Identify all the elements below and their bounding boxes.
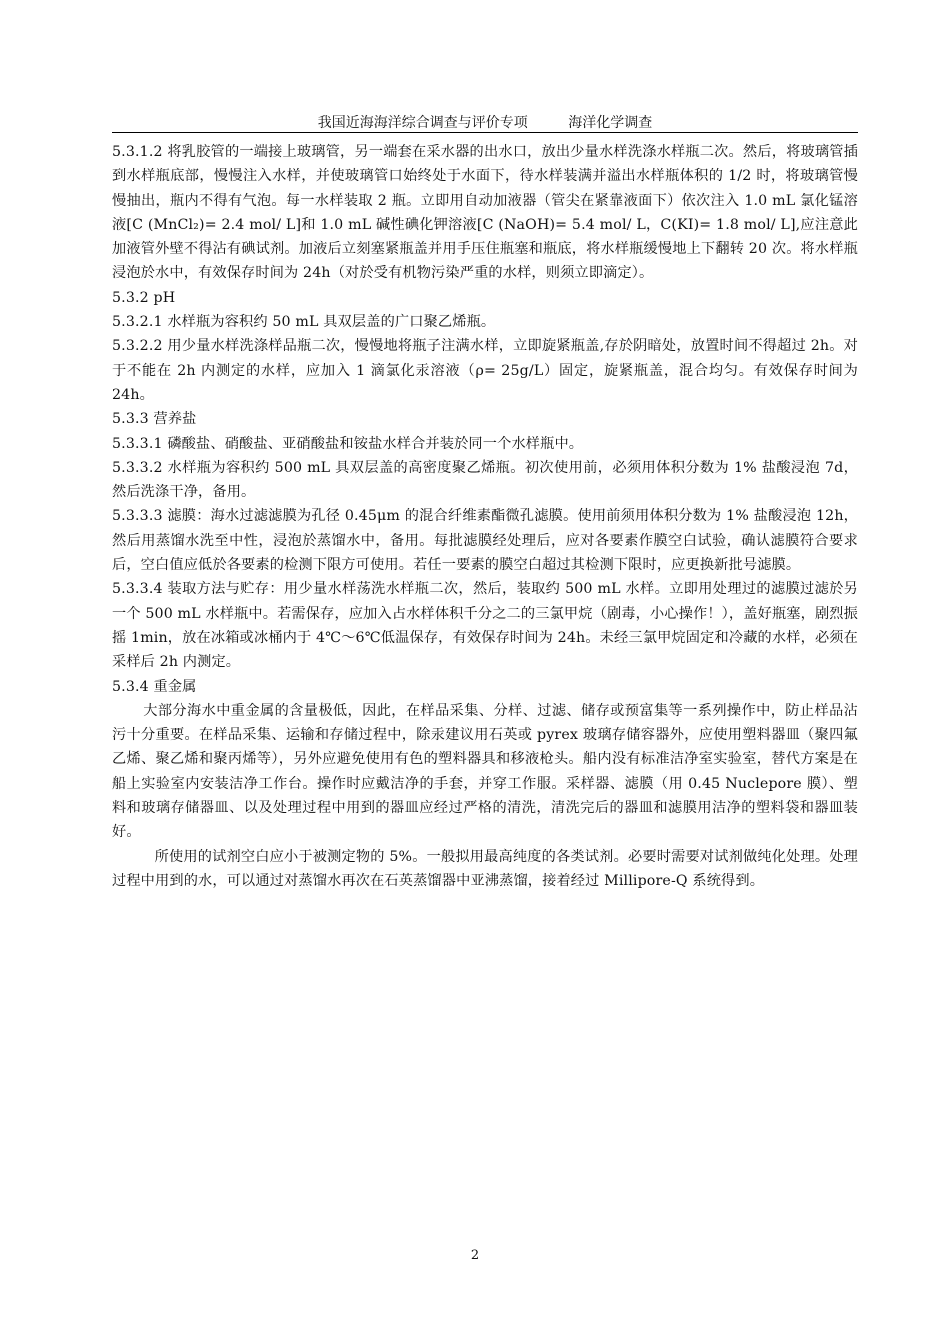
- paragraph-5-3-2-2: 5.3.2.2 用少量水样洗涤样品瓶二次，慢慢地将瓶子注满水样，立即旋紧瓶盖,存於阴暗处，放置时间不得超过 2h。对于不能在 2h 内测定的水样，应加入 1 滴氯化汞溶液（ρ= 25g/L）固定，旋紧瓶盖，混合均匀。有效保存时间为 24h。: [112, 338, 858, 403]
- page-number: 2: [470, 1248, 480, 1263]
- paragraph-5-3-3-3: 5.3.3.3 滤膜：海水过滤滤膜为孔径 0.45μm 的混合纤维素酯微孔滤膜。使用前须用体积分数为 1% 盐酸浸泡 12h，然后用蒸馏水洗至中性，浸泡於蒸馏水中，备用。每批滤膜经处理后，应对各要素作膜空白试验，确认滤膜符合要求后，空白值应低於各要素的检测下限方可使用。若任一要素的膜空白超过其检测下限时，应更换新批号滤膜。: [112, 508, 858, 574]
- heading-5-3-3-nutrients: 5.3.3 营养盐: [112, 411, 197, 428]
- paragraph-5-3-2-1: 5.3.2.1 水样瓶为容积约 50 mL 具双层盖的广口聚乙烯瓶。: [112, 314, 496, 331]
- paragraph-reagent-blank: 所使用的试剂空白应小于被测定物的 5%。一般拟用最高纯度的各类试剂。必要时需要对试剂做纯化处理。处理过程中用到的水，可以通过对蒸馏水再次在石英蒸馏器中亚沸蒸馏，接着经过 Millipore-Q 系统得到。: [112, 848, 858, 889]
- paragraph-heavy-metals-sampling: 大部分海水中重金属的含量极低，因此，在样品采集、分样、过滤、储存或预富集等一系列操作中，防止样品沾污十分重要。在样品采集、运输和存储过程中，除汞建议用石英或 pyrex 玻璃存储容器外，应使用塑料器皿（聚四氟乙烯、聚乙烯和聚丙烯等），另外应避免使用有色的塑料器具和移液枪头。船内没有标准洁净室实验室，替代方案是在船上实验室内安装洁净工作台。操作时应戴洁净的手套，并穿工作服。采样器、滤膜（用 0.45 Nuclepore 膜）、塑料和玻璃存储器皿、以及处理过程中用到的器皿应经过严格的清洗，清洗完后的器皿和滤膜用洁净的塑料袋和器皿装好。: [112, 702, 858, 841]
- paragraph-5-3-3-2: 5.3.3.2 水样瓶为容积约 500 mL 具双层盖的高密度聚乙烯瓶。初次使用前，必须用体积分数为 1% 盐酸浸泡 7d，然后洗涤干净，备用。: [112, 459, 858, 501]
- paragraph-5-3-1-2: 5.3.1.2 将乳胶管的一端接上玻璃管，另一端套在采水器的出水口，放出少量水样洗涤水样瓶二次。然后，将玻璃管插到水样瓶底部，慢慢注入水样，并使玻璃管口始终处于水面下，待水样装满并溢出水样瓶体积的 1/2 时，将玻璃管慢慢抽出，瓶内不得有气泡。每一水样装取 2 瓶。立即用自动加液器（管尖在紧靠液面下）依次注入 1.0 mL 氯化锰溶液[C (MnCl₂)= 2.4 mol/ L]和 1.0 mL 碱性碘化钾溶液[C (NaOH)= 5.4 mol/ L，C(KI)= 1.8 mol/ L],应注意此加液管外壁不得沾有碘试剂。加液后立刻塞紧瓶盖并用手压住瓶塞和瓶底，将水样瓶缓慢地上下翻转 20 次。将水样瓶浸泡於水中，有效保存时间为 24h（对於受有机物污染严重的水样，则须立即滴定）。: [112, 144, 858, 282]
- body-text: [112, 140, 858, 893]
- heading-5-3-2-ph: 5.3.2 pH: [112, 289, 176, 306]
- heading-5-3-4-heavy-metals: 5.3.4 重金属: [112, 678, 197, 695]
- paragraph-5-3-3-1: 5.3.3.1 磷酸盐、硝酸盐、亚硝酸盐和铵盐水样合并装於同一个水样瓶中。: [112, 435, 584, 452]
- paragraph-5-3-3-4: 5.3.3.4 装取方法与贮存：用少量水样荡洗水样瓶二次，然后，装取约 500 mL 水样。立即用处理过的滤膜过滤於另一个 500 mL 水样瓶中。若需保存，应加入占水样体积千分之二的三氯甲烷（剧毒，小心操作！），盖好瓶塞，剧烈振摇 1min，放在冰箱或冰桶内于 4℃～6℃低温保存，有效保存时间为 24h。未经三氯甲烷固定和冷藏的水样，必须在采样后 2h 内测定。: [112, 581, 858, 671]
- running-header: [112, 112, 858, 133]
- header-section-title: 海洋化学调查: [568, 115, 653, 131]
- header-project-title: 我国近海海洋综合调查与评价专项: [317, 115, 528, 131]
